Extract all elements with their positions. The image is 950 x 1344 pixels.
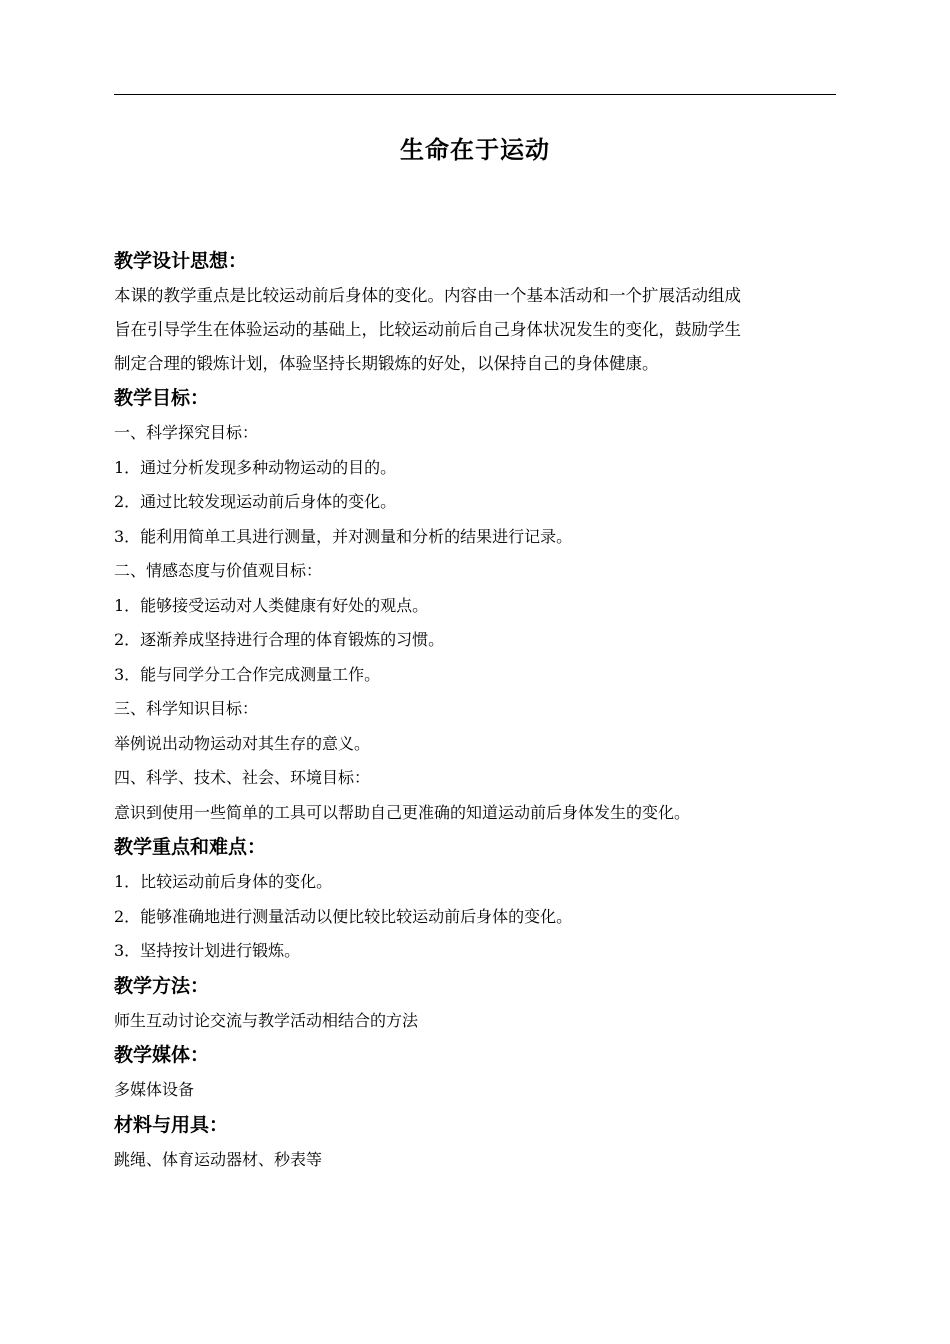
list-item: 跳绳、体育运动器材、秒表等 bbox=[114, 1149, 323, 1169]
section-heading: 材料与用具： bbox=[114, 1113, 229, 1136]
list-item: 师生互动讨论交流与教学活动相结合的方法 bbox=[114, 1010, 419, 1030]
list-item: 一、科学探究目标： bbox=[114, 423, 259, 442]
section-heading: 教学重点和难点： bbox=[114, 836, 267, 858]
document-body bbox=[114, 244, 844, 1177]
list-item: 3．能与同学分工合作完成测量工作。 bbox=[114, 664, 381, 684]
list-item: 四、科学、技术、社会、环境目标： bbox=[114, 768, 371, 787]
section-key-points bbox=[114, 830, 844, 969]
list-item: 举例说出动物运动对其生存的意义。 bbox=[114, 733, 371, 753]
paragraph-line: 制定合理的锻炼计划，体验坚持长期锻炼的好处，以保持自己的身体健康。 bbox=[114, 354, 659, 373]
list-item: 2．逐渐养成坚持进行合理的体育锻炼的习惯。 bbox=[114, 630, 445, 649]
section-design-thinking bbox=[114, 244, 844, 381]
list-item: 1．能够接受运动对人类健康有好处的观点。 bbox=[114, 595, 429, 615]
section-heading: 教学媒体： bbox=[114, 1044, 210, 1066]
list-item: 2．能够准确地进行测量活动以便比较比较运动前后身体的变化。 bbox=[114, 906, 573, 926]
list-item: 多媒体设备 bbox=[114, 1080, 195, 1099]
section-heading: 教学目标： bbox=[114, 387, 210, 409]
list-item: 2．通过比较发现运动前后身体的变化。 bbox=[114, 492, 397, 511]
list-item: 3．能利用简单工具进行测量，并对测量和分析的结果进行记录。 bbox=[114, 526, 573, 546]
list-item: 三、科学知识目标： bbox=[114, 699, 259, 718]
list-item: 1．通过分析发现多种动物运动的目的。 bbox=[114, 457, 397, 477]
section-teaching-method bbox=[114, 969, 844, 1039]
section-heading: 教学方法： bbox=[114, 974, 210, 997]
section-teaching-media bbox=[114, 1038, 844, 1108]
section-teaching-goals bbox=[114, 381, 844, 830]
document-title: 生命在于运动 bbox=[400, 136, 550, 164]
section-heading: 教学设计思想： bbox=[114, 250, 248, 272]
list-item: 1．比较运动前后身体的变化。 bbox=[114, 872, 333, 891]
list-item: 二、情感态度与价值观目标： bbox=[114, 561, 323, 580]
list-item: 3．坚持按计划进行锻炼。 bbox=[114, 941, 301, 960]
paragraph-line: 本课的教学重点是比较运动前后身体的变化。内容由一个基本活动和一个扩展活动组成 bbox=[114, 286, 741, 305]
list-item: 意识到使用一些简单的工具可以帮助自己更准确的知道运动前后身体发生的变化。 bbox=[114, 802, 691, 822]
header-rule bbox=[114, 94, 836, 95]
section-materials bbox=[114, 1108, 844, 1178]
paragraph-line: 旨在引导学生在体验运动的基础上，比较运动前后自己身体状况发生的变化，鼓励学生 bbox=[114, 320, 741, 339]
